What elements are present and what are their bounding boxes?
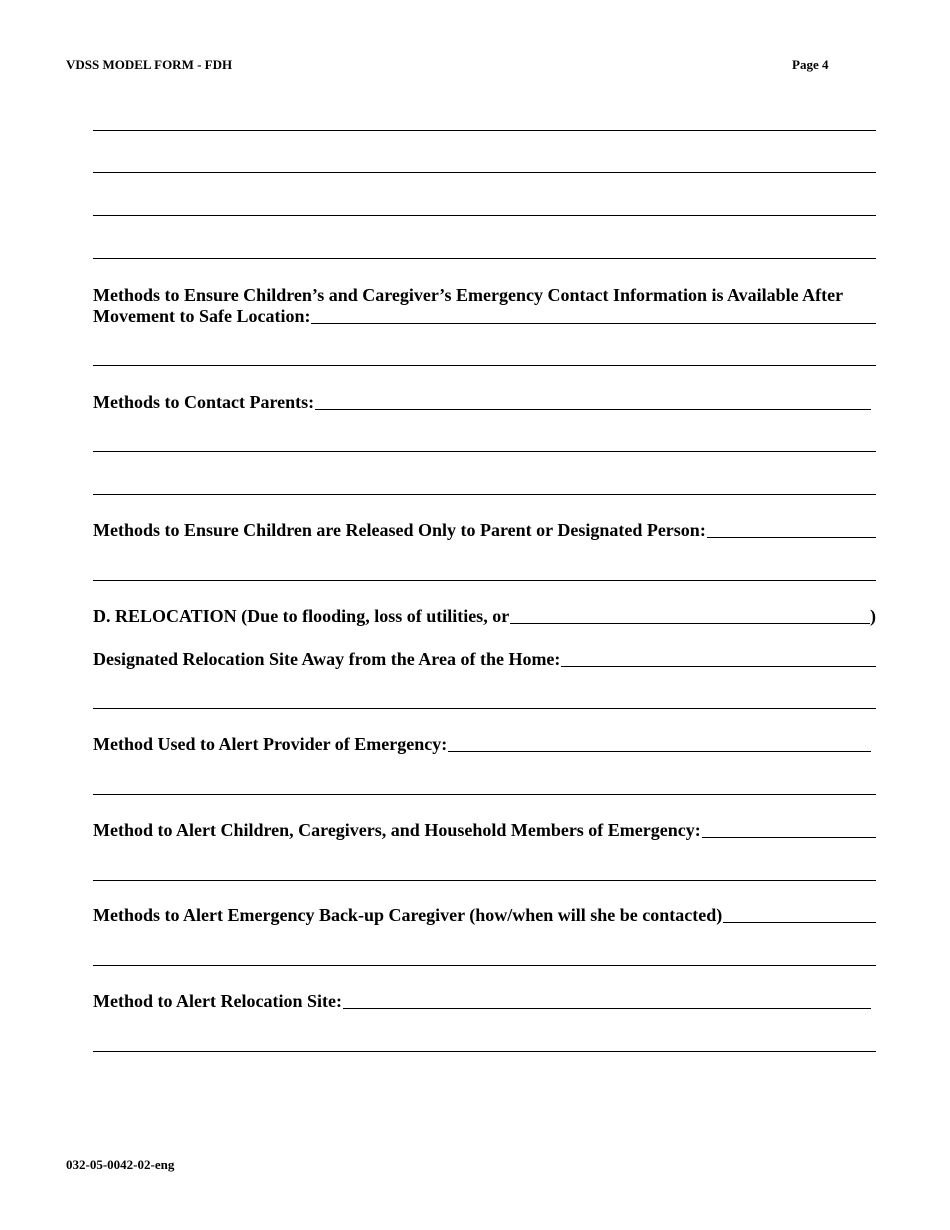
form-title: VDSS MODEL FORM - FDH	[66, 57, 233, 72]
blank-answer-line-3[interactable]	[93, 215, 876, 216]
contact-info-label-line2: Movement to Safe Location:	[93, 306, 311, 326]
alert-relocation-site-answer-line-2[interactable]	[93, 1051, 876, 1052]
relocation-heading-label: D. RELOCATION (Due to flooding, loss of utilities, or	[93, 606, 510, 626]
contact-parents-answer-line-2[interactable]	[93, 451, 876, 452]
contact-parents-answer-line[interactable]	[315, 409, 871, 410]
alert-backup-label: Methods to Alert Emergency Back-up Caregiver (how/when will she be contacted)	[93, 905, 723, 925]
release-children-answer-line[interactable]	[707, 537, 876, 538]
alert-relocation-site-field	[93, 990, 876, 1012]
contact-parents-answer-line-3[interactable]	[93, 494, 876, 495]
alert-provider-label: Method Used to Alert Provider of Emergency:	[93, 734, 448, 754]
contact-info-answer-line-2[interactable]	[93, 365, 876, 366]
relocation-site-answer-line-2[interactable]	[93, 708, 876, 709]
alert-relocation-site-answer-line[interactable]	[343, 1008, 871, 1009]
blank-answer-line-1[interactable]	[93, 130, 876, 131]
contact-info-label-line1: Methods to Ensure Children’s and Caregiver’s Emergency Contact Information is Available After	[93, 285, 844, 305]
alert-backup-field	[93, 904, 876, 926]
release-children-field	[93, 519, 876, 541]
alert-household-field	[93, 819, 876, 841]
alert-household-answer-line-2[interactable]	[93, 880, 876, 881]
release-children-label: Methods to Ensure Children are Released Only to Parent or Designated Person:	[93, 520, 706, 540]
blank-answer-line-4[interactable]	[93, 258, 876, 259]
relocation-reason-answer-line[interactable]	[510, 623, 870, 624]
relocation-site-field	[93, 648, 876, 670]
blank-answer-line-2[interactable]	[93, 172, 876, 173]
page-number: Page 4	[792, 57, 829, 72]
relocation-heading	[93, 605, 876, 627]
contact-info-field	[93, 305, 876, 327]
relocation-site-answer-line[interactable]	[561, 666, 876, 667]
contact-parents-field	[93, 391, 876, 413]
contact-info-answer-line[interactable]	[311, 323, 876, 324]
alert-provider-answer-line-2[interactable]	[93, 794, 876, 795]
alert-provider-answer-line[interactable]	[448, 751, 871, 752]
alert-backup-answer-line-2[interactable]	[93, 965, 876, 966]
relocation-site-label: Designated Relocation Site Away from the Area of the Home:	[93, 649, 561, 669]
alert-household-label: Method to Alert Children, Caregivers, and Household Members of Emergency:	[93, 820, 701, 840]
relocation-heading-close-paren: )	[870, 606, 876, 626]
form-code: 032-05-0042-02-eng	[66, 1157, 175, 1172]
alert-relocation-site-label: Method to Alert Relocation Site:	[93, 991, 342, 1011]
alert-household-answer-line[interactable]	[702, 837, 876, 838]
release-children-answer-line-2[interactable]	[93, 580, 876, 581]
contact-parents-label: Methods to Contact Parents:	[93, 392, 315, 412]
alert-provider-field	[93, 733, 876, 755]
alert-backup-answer-line[interactable]	[723, 922, 876, 923]
